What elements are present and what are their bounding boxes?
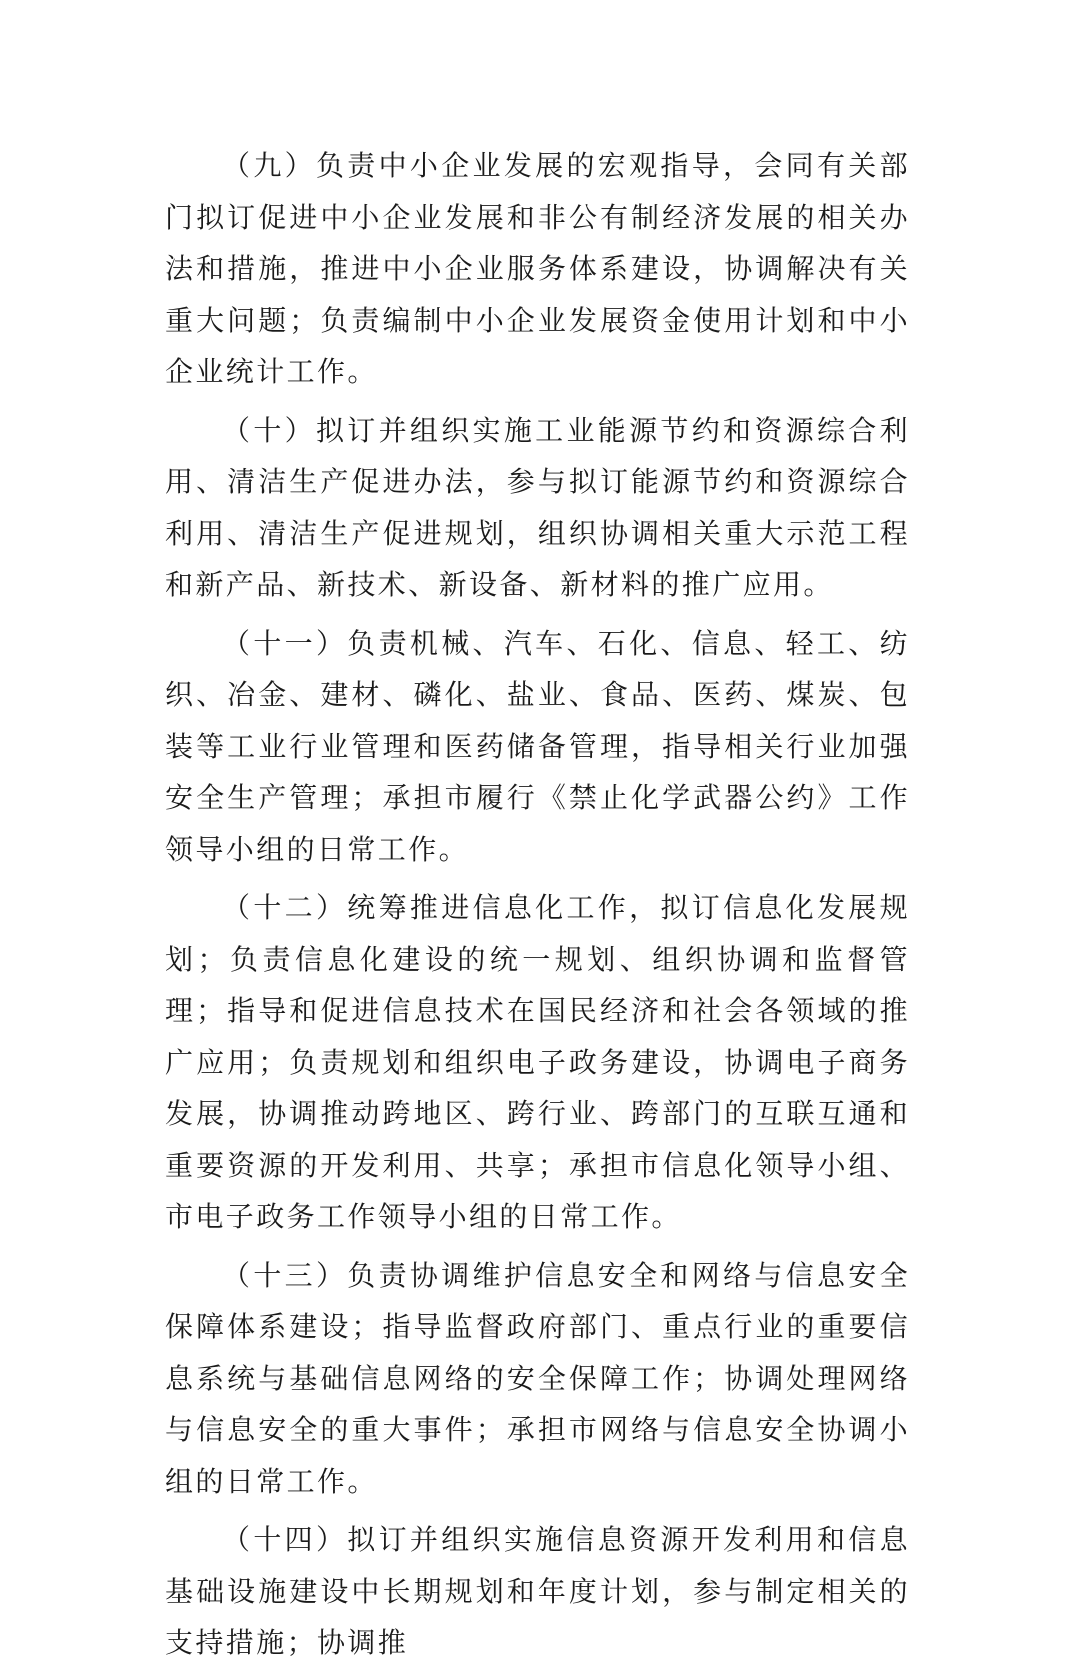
- document-body: [165, 140, 910, 1676]
- paragraph-13: （十三）负责协调维护信息安全和网络与信息安全保障体系建设；指导监督政府部门、重点行业的重要信息系统与基础信息网络的安全保障工作；协调处理网络与信息安全的重大事件；承担市网络与信息安全协调小组的日常工作。: [165, 1258, 910, 1498]
- paragraph-10: （十）拟订并组织实施工业能源节约和资源综合利用、清洁生产促进办法，参与拟订能源节约和资源综合利用、清洁生产促进规划，组织协调相关重大示范工程和新产品、新技术、新设备、新材料的推广应用。: [165, 413, 910, 601]
- paragraph-14: （十四）拟订并组织实施信息资源开发利用和信息基础设施建设中长期规划和年度计划，参与制定相关的支持措施；协调推: [165, 1523, 910, 1659]
- paragraph-12: （十二）统筹推进信息化工作，拟订信息化发展规划；负责信息化建设的统一规划、组织协调和监督管理；指导和促进信息技术在国民经济和社会各领域的推广应用；负责规划和组织电子政务建设，协调电子商务发展，协调推动跨地区、跨行业、跨部门的互联互通和重要资源的开发利用、共享；承担市信息化领导小组、市电子政务工作领导小组的日常工作。: [165, 891, 910, 1233]
- paragraph-9: （九）负责中小企业发展的宏观指导，会同有关部门拟订促进中小企业发展和非公有制经济发展的相关办法和措施，推进中小企业服务体系建设，协调解决有关重大问题；负责编制中小企业发展资金使用计划和中小企业统计工作。: [165, 149, 910, 388]
- paragraph-11: （十一）负责机械、汽车、石化、信息、轻工、纺织、冶金、建材、磷化、盐业、食品、医药、煤炭、包装等工业行业管理和医药储备管理，指导相关行业加强安全生产管理；承担市履行《禁止化学武器公约》工作领导小组的日常工作。: [165, 626, 910, 866]
